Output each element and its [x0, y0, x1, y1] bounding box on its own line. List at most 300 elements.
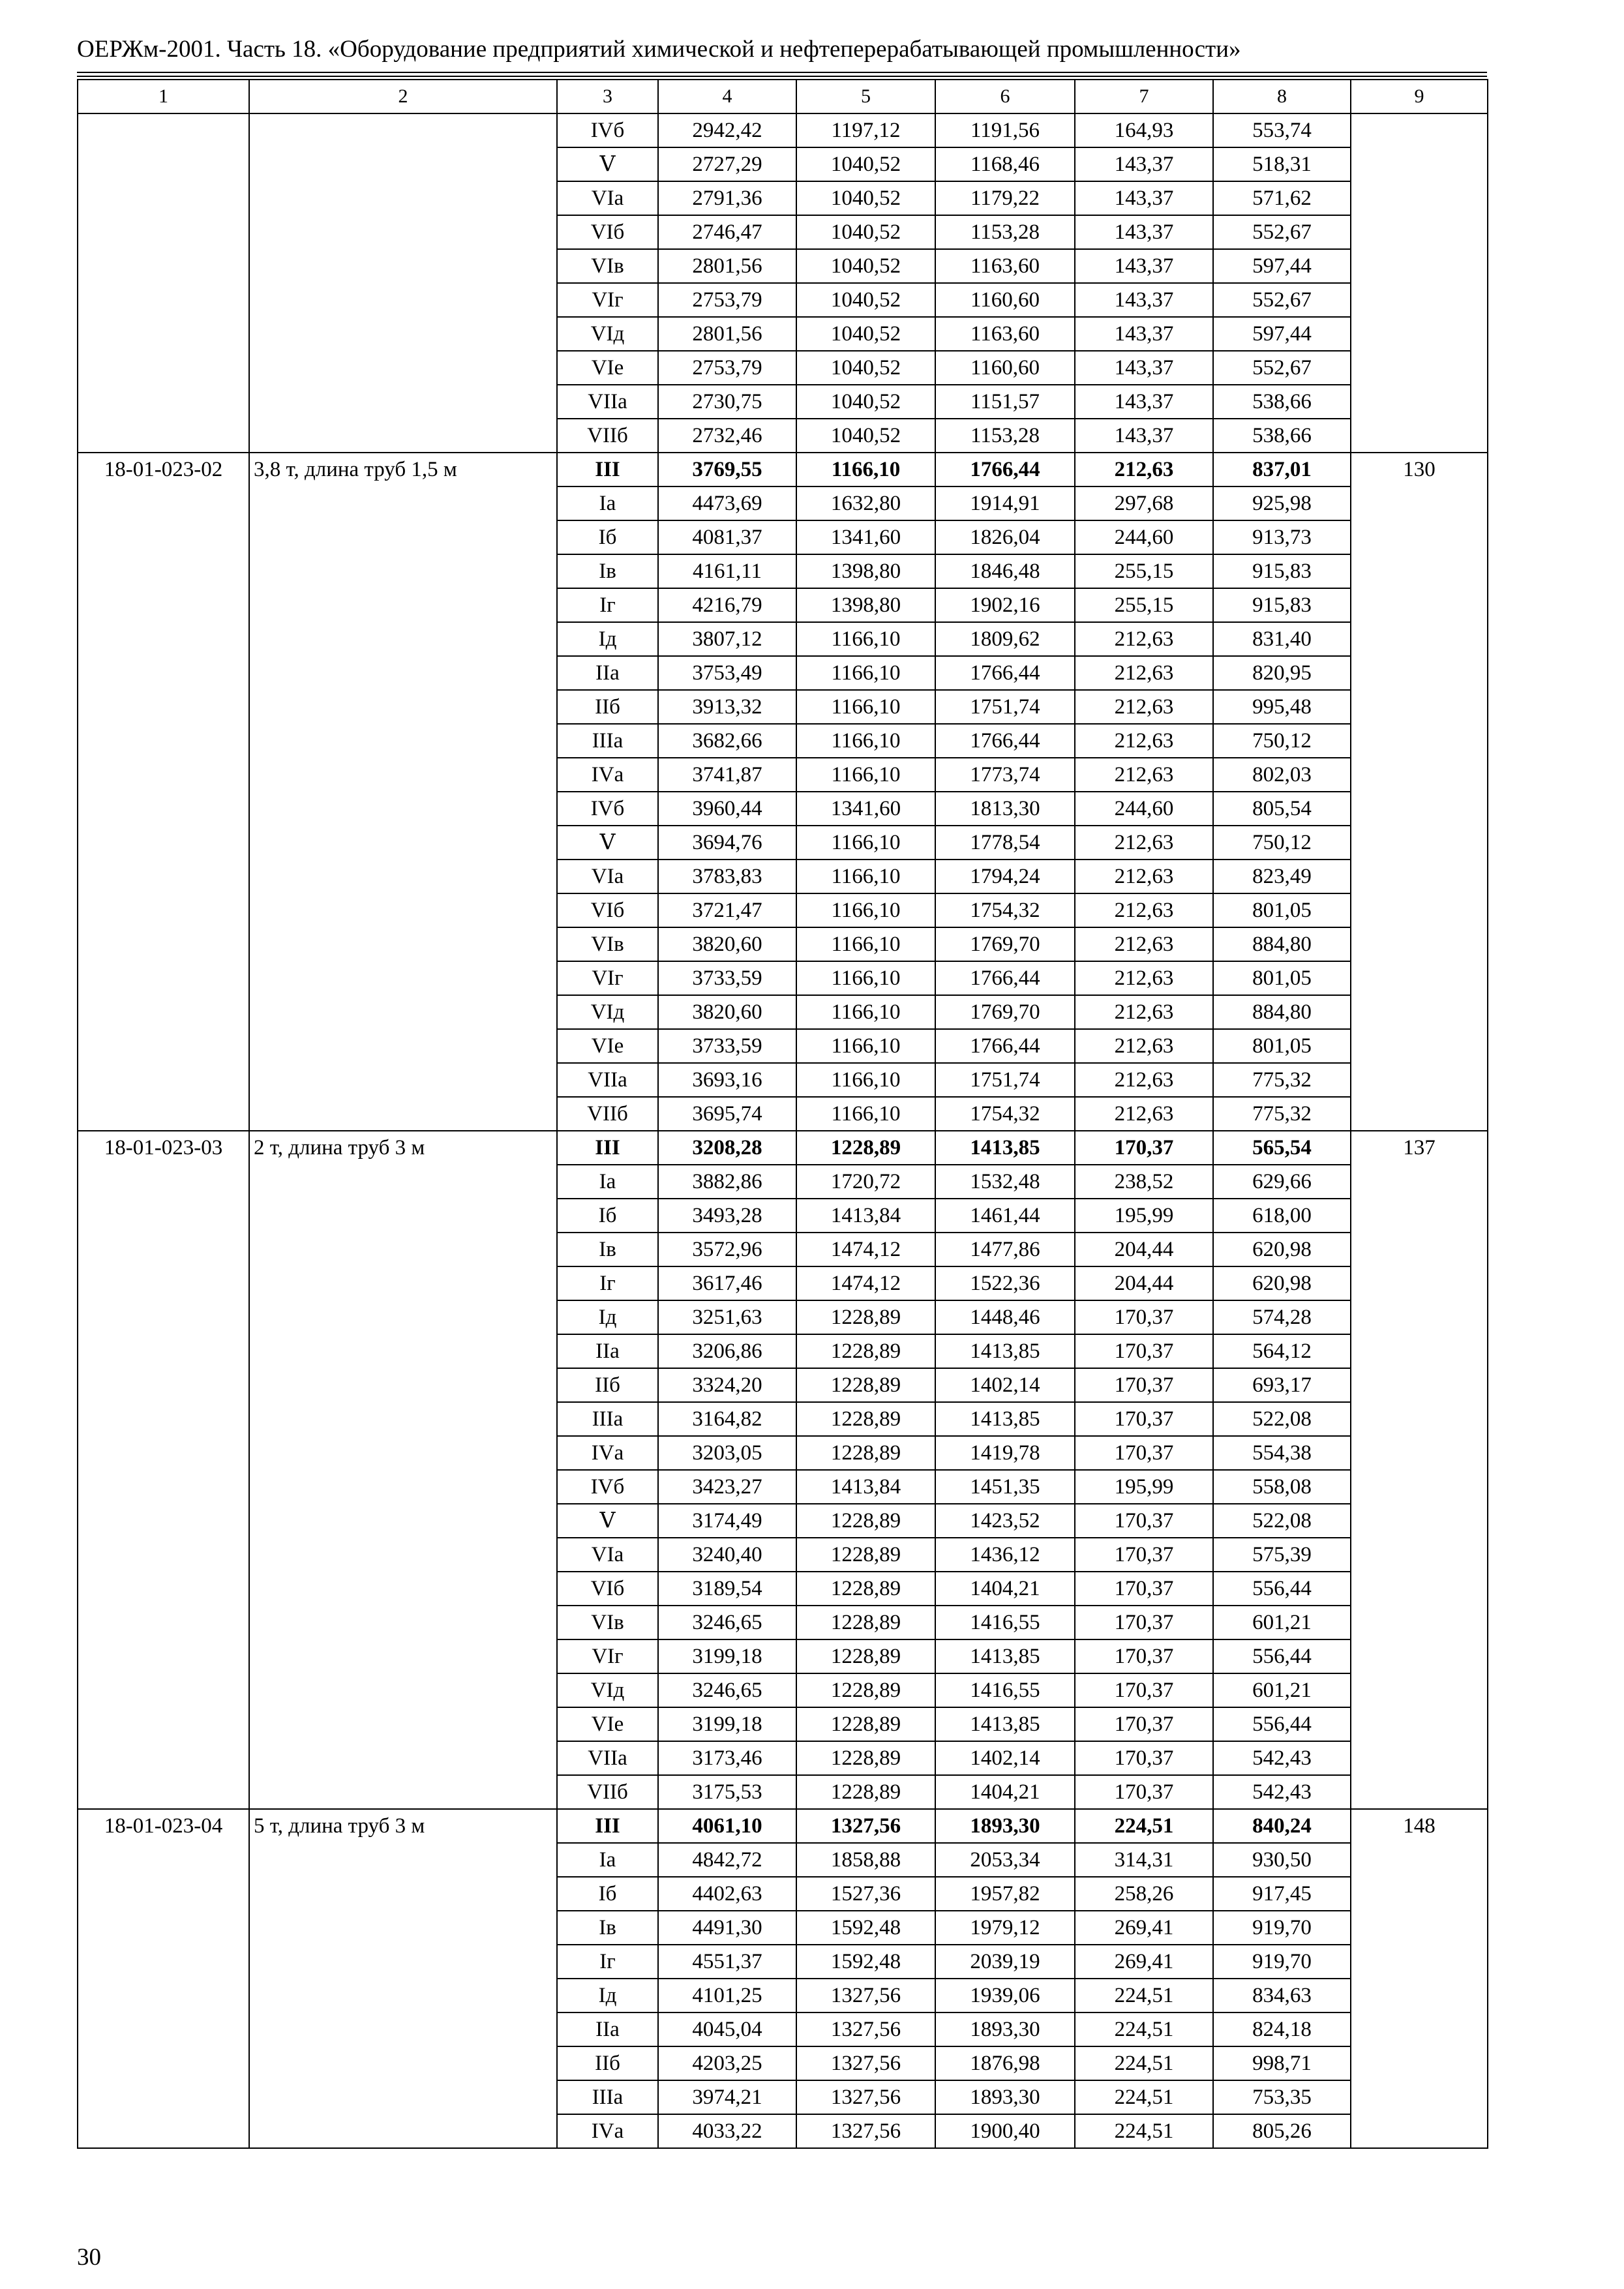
zone-cell: VIIа [557, 385, 658, 419]
col9-cell: 148 [1351, 1809, 1488, 2148]
value-cell: 925,98 [1213, 486, 1351, 520]
value-cell: 212,63 [1075, 860, 1213, 893]
value-cell: 884,80 [1213, 995, 1351, 1029]
value-cell: 823,49 [1213, 860, 1351, 893]
zone-cell: VIв [557, 927, 658, 961]
value-cell: 1151,57 [935, 385, 1075, 419]
value-cell: 143,37 [1075, 317, 1213, 351]
value-cell: 1228,89 [796, 1741, 935, 1775]
zone-cell: Iа [557, 1843, 658, 1877]
value-cell: 4402,63 [658, 1877, 796, 1911]
value-cell: 1327,56 [796, 2114, 935, 2148]
value-cell: 195,99 [1075, 1470, 1213, 1504]
value-cell: 224,51 [1075, 2080, 1213, 2114]
value-cell: 170,37 [1075, 1741, 1213, 1775]
value-cell: 3246,65 [658, 1673, 796, 1707]
value-cell: 1754,32 [935, 1097, 1075, 1131]
value-cell: 3783,83 [658, 860, 796, 893]
column-number-cell: 9 [1351, 80, 1488, 113]
value-cell: 1451,35 [935, 1470, 1075, 1504]
value-cell: 1228,89 [796, 1334, 935, 1368]
value-cell: 2053,34 [935, 1843, 1075, 1877]
value-cell: 269,41 [1075, 1945, 1213, 1979]
value-cell: 224,51 [1075, 2114, 1213, 2148]
zone-cell: Iд [557, 1300, 658, 1334]
value-cell: 1040,52 [796, 215, 935, 249]
value-cell: 224,51 [1075, 1809, 1213, 1843]
value-cell: 269,41 [1075, 1911, 1213, 1945]
zone-cell: VIв [557, 249, 658, 283]
value-cell: 775,32 [1213, 1063, 1351, 1097]
value-cell: 1402,14 [935, 1741, 1075, 1775]
value-cell: 212,63 [1075, 690, 1213, 724]
table-row [78, 453, 1488, 486]
value-cell: 1166,10 [796, 622, 935, 656]
zone-cell: III [557, 1131, 658, 1165]
zone-cell: Iа [557, 486, 658, 520]
zone-cell: IIIа [557, 1402, 658, 1436]
value-cell: 556,44 [1213, 1572, 1351, 1606]
column-number-cell: 1 [78, 80, 249, 113]
value-cell: 1766,44 [935, 1029, 1075, 1063]
page-header: ОЕРЖм-2001. Часть 18. «Оборудование предприятий химической и нефтеперерабатывающей промышленности» [77, 36, 1241, 63]
value-cell: 212,63 [1075, 893, 1213, 927]
value-cell: 518,31 [1213, 147, 1351, 181]
value-cell: 1413,85 [935, 1131, 1075, 1165]
value-cell: 4045,04 [658, 2012, 796, 2046]
value-cell: 4203,25 [658, 2046, 796, 2080]
value-cell: 170,37 [1075, 1707, 1213, 1741]
value-cell: 2753,79 [658, 283, 796, 317]
value-cell: 1902,16 [935, 588, 1075, 622]
column-number-cell: 7 [1075, 80, 1213, 113]
value-cell: 538,66 [1213, 419, 1351, 453]
value-cell: 170,37 [1075, 1300, 1213, 1334]
value-cell: 212,63 [1075, 1063, 1213, 1097]
value-cell: 629,66 [1213, 1165, 1351, 1199]
value-cell: 4551,37 [658, 1945, 796, 1979]
value-cell: 3695,74 [658, 1097, 796, 1131]
value-cell: 1228,89 [796, 1300, 935, 1334]
zone-cell: IVа [557, 1436, 658, 1470]
zone-cell: IIIа [557, 2080, 658, 2114]
value-cell: 1416,55 [935, 1606, 1075, 1639]
value-cell: 1592,48 [796, 1945, 935, 1979]
col9-cell: 137 [1351, 1131, 1488, 1809]
value-cell: 1914,91 [935, 486, 1075, 520]
value-cell: 1751,74 [935, 690, 1075, 724]
value-cell: 258,26 [1075, 1877, 1213, 1911]
price-table [77, 79, 1488, 2149]
zone-cell: VIIб [557, 419, 658, 453]
value-cell: 143,37 [1075, 249, 1213, 283]
value-cell: 3199,18 [658, 1707, 796, 1741]
value-cell: 1532,48 [935, 1165, 1075, 1199]
value-cell: 1228,89 [796, 1775, 935, 1809]
value-cell: 1166,10 [796, 1029, 935, 1063]
value-cell: 3733,59 [658, 1029, 796, 1063]
value-cell: 805,54 [1213, 792, 1351, 826]
description-cell: 3,8 т, длина труб 1,5 м [249, 453, 557, 1131]
value-cell: 1040,52 [796, 317, 935, 351]
value-cell: 3246,65 [658, 1606, 796, 1639]
value-cell: 212,63 [1075, 453, 1213, 486]
value-cell: 3423,27 [658, 1470, 796, 1504]
value-cell: 2732,46 [658, 419, 796, 453]
value-cell: 1858,88 [796, 1843, 935, 1877]
value-cell: 244,60 [1075, 520, 1213, 554]
value-cell: 143,37 [1075, 351, 1213, 385]
value-cell: 824,18 [1213, 2012, 1351, 2046]
zone-cell: IIа [557, 2012, 658, 2046]
value-cell: 212,63 [1075, 758, 1213, 792]
value-cell: 618,00 [1213, 1199, 1351, 1233]
value-cell: 1228,89 [796, 1639, 935, 1673]
description-cell: 2 т, длина труб 3 м [249, 1131, 557, 1809]
value-cell: 1939,06 [935, 1979, 1075, 2012]
zone-cell: IIб [557, 2046, 658, 2080]
header-rule-inner [77, 76, 1487, 77]
rate-code-cell: 18-01-023-02 [78, 453, 249, 1131]
value-cell: 3174,49 [658, 1504, 796, 1538]
zone-cell: VIе [557, 1029, 658, 1063]
value-cell: 1632,80 [796, 486, 935, 520]
value-cell: 1398,80 [796, 554, 935, 588]
value-cell: 1166,10 [796, 656, 935, 690]
value-cell: 2791,36 [658, 181, 796, 215]
value-cell: 1166,10 [796, 690, 935, 724]
value-cell: 1153,28 [935, 419, 1075, 453]
value-cell: 1766,44 [935, 961, 1075, 995]
value-cell: 538,66 [1213, 385, 1351, 419]
value-cell: 3820,60 [658, 927, 796, 961]
value-cell: 1040,52 [796, 351, 935, 385]
value-cell: 1040,52 [796, 147, 935, 181]
value-cell: 1228,89 [796, 1402, 935, 1436]
value-cell: 204,44 [1075, 1233, 1213, 1266]
value-cell: 1197,12 [796, 113, 935, 147]
value-cell: 1813,30 [935, 792, 1075, 826]
value-cell: 1040,52 [796, 249, 935, 283]
value-cell: 170,37 [1075, 1504, 1213, 1538]
value-cell: 2942,42 [658, 113, 796, 147]
value-cell: 558,08 [1213, 1470, 1351, 1504]
value-cell: 1413,85 [935, 1334, 1075, 1368]
value-cell: 170,37 [1075, 1368, 1213, 1402]
zone-cell: Ⅴ [557, 147, 658, 181]
value-cell: 1522,36 [935, 1266, 1075, 1300]
value-cell: 542,43 [1213, 1775, 1351, 1809]
zone-cell: Ⅴ [557, 826, 658, 860]
value-cell: 255,15 [1075, 588, 1213, 622]
value-cell: 1327,56 [796, 1979, 935, 2012]
value-cell: 1228,89 [796, 1572, 935, 1606]
zone-cell: VIд [557, 317, 658, 351]
value-cell: 244,60 [1075, 792, 1213, 826]
value-cell: 297,68 [1075, 486, 1213, 520]
value-cell: 1876,98 [935, 2046, 1075, 2080]
value-cell: 2801,56 [658, 249, 796, 283]
zone-cell: IIа [557, 656, 658, 690]
value-cell: 170,37 [1075, 1606, 1213, 1639]
value-cell: 224,51 [1075, 2012, 1213, 2046]
value-cell: 2039,19 [935, 1945, 1075, 1979]
value-cell: 2753,79 [658, 351, 796, 385]
value-cell: 995,48 [1213, 690, 1351, 724]
value-cell: 1769,70 [935, 927, 1075, 961]
zone-cell: Iв [557, 554, 658, 588]
value-cell: 3240,40 [658, 1538, 796, 1572]
table-row [78, 1809, 1488, 1843]
value-cell: 1166,10 [796, 995, 935, 1029]
zone-cell: IVа [557, 2114, 658, 2148]
value-cell: 3324,20 [658, 1368, 796, 1402]
value-cell: 775,32 [1213, 1097, 1351, 1131]
value-cell: 1228,89 [796, 1436, 935, 1470]
value-cell: 4061,10 [658, 1809, 796, 1843]
value-cell: 1413,84 [796, 1199, 935, 1233]
value-cell: 1228,89 [796, 1131, 935, 1165]
column-number-cell: 4 [658, 80, 796, 113]
value-cell: 3960,44 [658, 792, 796, 826]
value-cell: 1163,60 [935, 317, 1075, 351]
value-cell: 1461,44 [935, 1199, 1075, 1233]
table-row [78, 113, 1488, 147]
value-cell: 3682,66 [658, 724, 796, 758]
value-cell: 170,37 [1075, 1131, 1213, 1165]
zone-cell: VIв [557, 1606, 658, 1639]
zone-cell: VIIа [557, 1741, 658, 1775]
value-cell: 212,63 [1075, 1029, 1213, 1063]
value-cell: 1754,32 [935, 893, 1075, 927]
value-cell: 170,37 [1075, 1538, 1213, 1572]
value-cell: 3189,54 [658, 1572, 796, 1606]
value-cell: 3974,21 [658, 2080, 796, 2114]
zone-cell: VIб [557, 893, 658, 927]
value-cell: 4101,25 [658, 1979, 796, 2012]
value-cell: 1327,56 [796, 2046, 935, 2080]
value-cell: 3753,49 [658, 656, 796, 690]
value-cell: 820,95 [1213, 656, 1351, 690]
value-cell: 1404,21 [935, 1775, 1075, 1809]
zone-cell: Iв [557, 1911, 658, 1945]
value-cell: 1341,60 [796, 520, 935, 554]
zone-cell: IVб [557, 1470, 658, 1504]
zone-cell: VIIа [557, 1063, 658, 1097]
value-cell: 3164,82 [658, 1402, 796, 1436]
column-number-row [78, 80, 1488, 113]
value-cell: 224,51 [1075, 2046, 1213, 2080]
value-cell: 1413,85 [935, 1402, 1075, 1436]
value-cell: 3617,46 [658, 1266, 796, 1300]
value-cell: 3769,55 [658, 453, 796, 486]
zone-cell: VIг [557, 283, 658, 317]
zone-cell: IIб [557, 1368, 658, 1402]
zone-cell: Iг [557, 1266, 658, 1300]
value-cell: 1166,10 [796, 724, 935, 758]
value-cell: 1527,36 [796, 1877, 935, 1911]
value-cell: 2746,47 [658, 215, 796, 249]
value-cell: 3807,12 [658, 622, 796, 656]
value-cell: 3203,05 [658, 1436, 796, 1470]
value-cell: 2801,56 [658, 317, 796, 351]
value-cell: 3913,32 [658, 690, 796, 724]
value-cell: 1327,56 [796, 2080, 935, 2114]
value-cell: 1327,56 [796, 1809, 935, 1843]
value-cell: 1040,52 [796, 283, 935, 317]
value-cell: 542,43 [1213, 1741, 1351, 1775]
value-cell: 1413,84 [796, 1470, 935, 1504]
value-cell: 1474,12 [796, 1266, 935, 1300]
description-cell [249, 113, 557, 453]
value-cell: 597,44 [1213, 249, 1351, 283]
value-cell: 1341,60 [796, 792, 935, 826]
description-cell: 5 т, длина труб 3 м [249, 1809, 557, 2148]
zone-cell: III [557, 453, 658, 486]
value-cell: 919,70 [1213, 1945, 1351, 1979]
value-cell: 801,05 [1213, 893, 1351, 927]
value-cell: 553,74 [1213, 113, 1351, 147]
value-cell: 212,63 [1075, 622, 1213, 656]
value-cell: 522,08 [1213, 1504, 1351, 1538]
value-cell: 1166,10 [796, 1097, 935, 1131]
value-cell: 801,05 [1213, 1029, 1351, 1063]
value-cell: 1166,10 [796, 453, 935, 486]
value-cell: 1778,54 [935, 826, 1075, 860]
zone-cell: Iб [557, 1877, 658, 1911]
value-cell: 143,37 [1075, 419, 1213, 453]
value-cell: 204,44 [1075, 1266, 1213, 1300]
value-cell: 212,63 [1075, 724, 1213, 758]
value-cell: 556,44 [1213, 1707, 1351, 1741]
value-cell: 1809,62 [935, 622, 1075, 656]
zone-cell: IVб [557, 113, 658, 147]
value-cell: 1794,24 [935, 860, 1075, 893]
zone-cell: VIб [557, 1572, 658, 1606]
zone-cell: Iд [557, 622, 658, 656]
value-cell: 212,63 [1075, 961, 1213, 995]
value-cell: 575,39 [1213, 1538, 1351, 1572]
value-cell: 1040,52 [796, 385, 935, 419]
value-cell: 1413,85 [935, 1639, 1075, 1673]
value-cell: 212,63 [1075, 1097, 1213, 1131]
col9-cell: 130 [1351, 453, 1488, 1131]
value-cell: 1419,78 [935, 1436, 1075, 1470]
rate-code-cell [78, 113, 249, 453]
value-cell: 4161,11 [658, 554, 796, 588]
value-cell: 1040,52 [796, 181, 935, 215]
value-cell: 1228,89 [796, 1673, 935, 1707]
value-cell: 840,24 [1213, 1809, 1351, 1843]
value-cell: 4473,69 [658, 486, 796, 520]
value-cell: 1773,74 [935, 758, 1075, 792]
value-cell: 212,63 [1075, 927, 1213, 961]
zone-cell: Iб [557, 520, 658, 554]
column-number-cell: 5 [796, 80, 935, 113]
column-number-cell: 3 [557, 80, 658, 113]
value-cell: 1416,55 [935, 1673, 1075, 1707]
value-cell: 1166,10 [796, 893, 935, 927]
value-cell: 834,63 [1213, 1979, 1351, 2012]
value-cell: 1166,10 [796, 826, 935, 860]
zone-cell: IIб [557, 690, 658, 724]
value-cell: 1957,82 [935, 1877, 1075, 1911]
value-cell: 1592,48 [796, 1911, 935, 1945]
value-cell: 3572,96 [658, 1233, 796, 1266]
value-cell: 1166,10 [796, 927, 935, 961]
value-cell: 831,40 [1213, 622, 1351, 656]
zone-cell: VIб [557, 215, 658, 249]
header-rule [77, 72, 1487, 73]
value-cell: 143,37 [1075, 283, 1213, 317]
zone-cell: IIIа [557, 724, 658, 758]
value-cell: 919,70 [1213, 1911, 1351, 1945]
value-cell: 930,50 [1213, 1843, 1351, 1877]
value-cell: 1402,14 [935, 1368, 1075, 1402]
value-cell: 170,37 [1075, 1334, 1213, 1368]
value-cell: 2727,29 [658, 147, 796, 181]
zone-cell: VIа [557, 860, 658, 893]
value-cell: 212,63 [1075, 826, 1213, 860]
value-cell: 1766,44 [935, 453, 1075, 486]
value-cell: 1423,52 [935, 1504, 1075, 1538]
value-cell: 3175,53 [658, 1775, 796, 1809]
zone-cell: IIа [557, 1334, 658, 1368]
rate-code-cell: 18-01-023-03 [78, 1131, 249, 1809]
value-cell: 314,31 [1075, 1843, 1213, 1877]
value-cell: 693,17 [1213, 1368, 1351, 1402]
value-cell: 1826,04 [935, 520, 1075, 554]
value-cell: 1228,89 [796, 1504, 935, 1538]
value-cell: 143,37 [1075, 385, 1213, 419]
value-cell: 3173,46 [658, 1741, 796, 1775]
value-cell: 522,08 [1213, 1402, 1351, 1436]
value-cell: 1413,85 [935, 1707, 1075, 1741]
value-cell: 884,80 [1213, 927, 1351, 961]
zone-cell: VIа [557, 181, 658, 215]
value-cell: 3694,76 [658, 826, 796, 860]
value-cell: 3741,87 [658, 758, 796, 792]
zone-cell: VIд [557, 995, 658, 1029]
value-cell: 212,63 [1075, 995, 1213, 1029]
value-cell: 805,26 [1213, 2114, 1351, 2148]
value-cell: 170,37 [1075, 1402, 1213, 1436]
value-cell: 3721,47 [658, 893, 796, 927]
value-cell: 1228,89 [796, 1606, 935, 1639]
value-cell: 750,12 [1213, 826, 1351, 860]
value-cell: 1769,70 [935, 995, 1075, 1029]
value-cell: 802,03 [1213, 758, 1351, 792]
value-cell: 1228,89 [796, 1368, 935, 1402]
value-cell: 1166,10 [796, 860, 935, 893]
value-cell: 1228,89 [796, 1707, 935, 1741]
zone-cell: VIе [557, 351, 658, 385]
value-cell: 1166,10 [796, 961, 935, 995]
value-cell: 1720,72 [796, 1165, 935, 1199]
value-cell: 238,52 [1075, 1165, 1213, 1199]
value-cell: 552,67 [1213, 283, 1351, 317]
value-cell: 170,37 [1075, 1639, 1213, 1673]
value-cell: 1168,46 [935, 147, 1075, 181]
value-cell: 3206,86 [658, 1334, 796, 1368]
value-cell: 837,01 [1213, 453, 1351, 486]
value-cell: 571,62 [1213, 181, 1351, 215]
zone-cell: IVб [557, 792, 658, 826]
zone-cell: VIIб [557, 1097, 658, 1131]
value-cell: 1751,74 [935, 1063, 1075, 1097]
value-cell: 750,12 [1213, 724, 1351, 758]
value-cell: 2730,75 [658, 385, 796, 419]
